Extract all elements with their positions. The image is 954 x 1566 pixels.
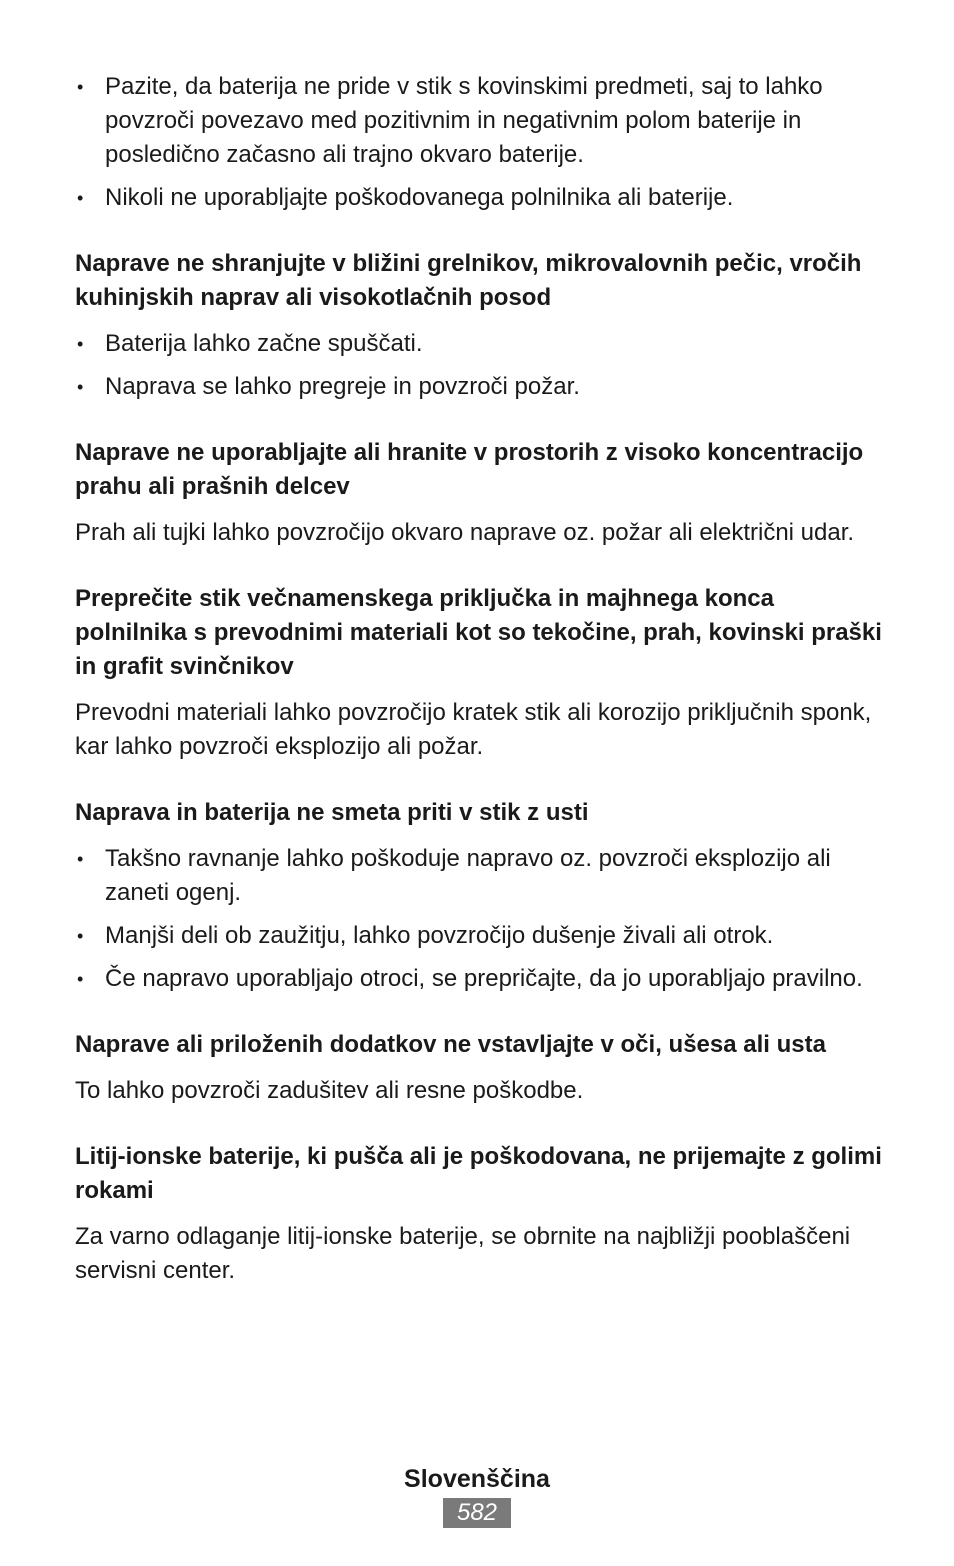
section-heading: Preprečite stik večnamenskega priključka in majhnega konca polnilnika s prevodnimi materiali kot so tekočine, prah, kovinski praški in grafit svinčnikov [75, 585, 882, 680]
section-heading: Naprave ali priloženih dodatkov ne vstavljajte v oči, ušesa ali usta [75, 1031, 826, 1058]
section-text: Prah ali tujki lahko povzročijo okvaro naprave oz. požar ali električni udar. [75, 519, 855, 546]
section-text: To lahko povzroči zadušitev ali resne poškodbe. [75, 1077, 584, 1104]
bullet-list [75, 70, 885, 215]
list-item: • Manjši deli ob zaužitju, lahko povzročijo dušenje živali ali otrok. [75, 919, 885, 953]
section-heading: Naprava in baterija ne smeta priti v stik z usti [75, 799, 589, 826]
list-item: • Če napravo uporabljajo otroci, se prepričajte, da jo uporabljajo pravilno. [75, 962, 885, 996]
section-text: Prevodni materiali lahko povzročijo kratek stik ali korozijo priključnih sponk, kar lahko povzroči eksplozijo ali požar. [75, 699, 872, 760]
list-item: • Takšno ravnanje lahko poškoduje napravo oz. povzroči eksplozijo ali zaneti ogenj. [75, 842, 885, 910]
section [75, 1028, 885, 1108]
section [75, 1140, 885, 1288]
section-heading: Litij-ionske baterije, ki pušča ali je poškodovana, ne prijemajte z golimi rokami [75, 1143, 882, 1204]
section-heading: Naprave ne uporabljajte ali hranite v prostorih z visoko koncentracijo prahu ali prašnih delcev [75, 439, 864, 500]
page-number-badge: 582 [443, 1498, 511, 1528]
page-footer [0, 1462, 954, 1528]
section-heading: Naprave ne shranjujte v bližini grelnikov, mikrovalovnih pečic, vročih kuhinjskih naprav ali visokotlačnih posod [75, 250, 862, 311]
bullet-list [75, 842, 885, 996]
page-content [75, 70, 885, 1288]
list-item: • Nikoli ne uporabljajte poškodovanega polnilnika ali baterije. [75, 181, 885, 215]
list-item: • Naprava se lahko pregreje in povzroči požar. [75, 370, 885, 404]
section [75, 436, 885, 550]
section [75, 247, 885, 404]
section-text: Za varno odlaganje litij-ionske baterije, se obrnite na najbližji pooblaščeni servisni center. [75, 1223, 851, 1284]
bullet-list [75, 327, 885, 404]
section [75, 796, 885, 996]
footer-language: Slovenščina [404, 1465, 550, 1493]
section [75, 582, 885, 764]
list-item: • Pazite, da baterija ne pride v stik s kovinskimi predmeti, saj to lahko povzroči povezavo med pozitivnim in negativnim polom baterije in posledično začasno ali trajno okvaro baterije. [75, 70, 885, 172]
list-item: • Baterija lahko začne spuščati. [75, 327, 885, 361]
